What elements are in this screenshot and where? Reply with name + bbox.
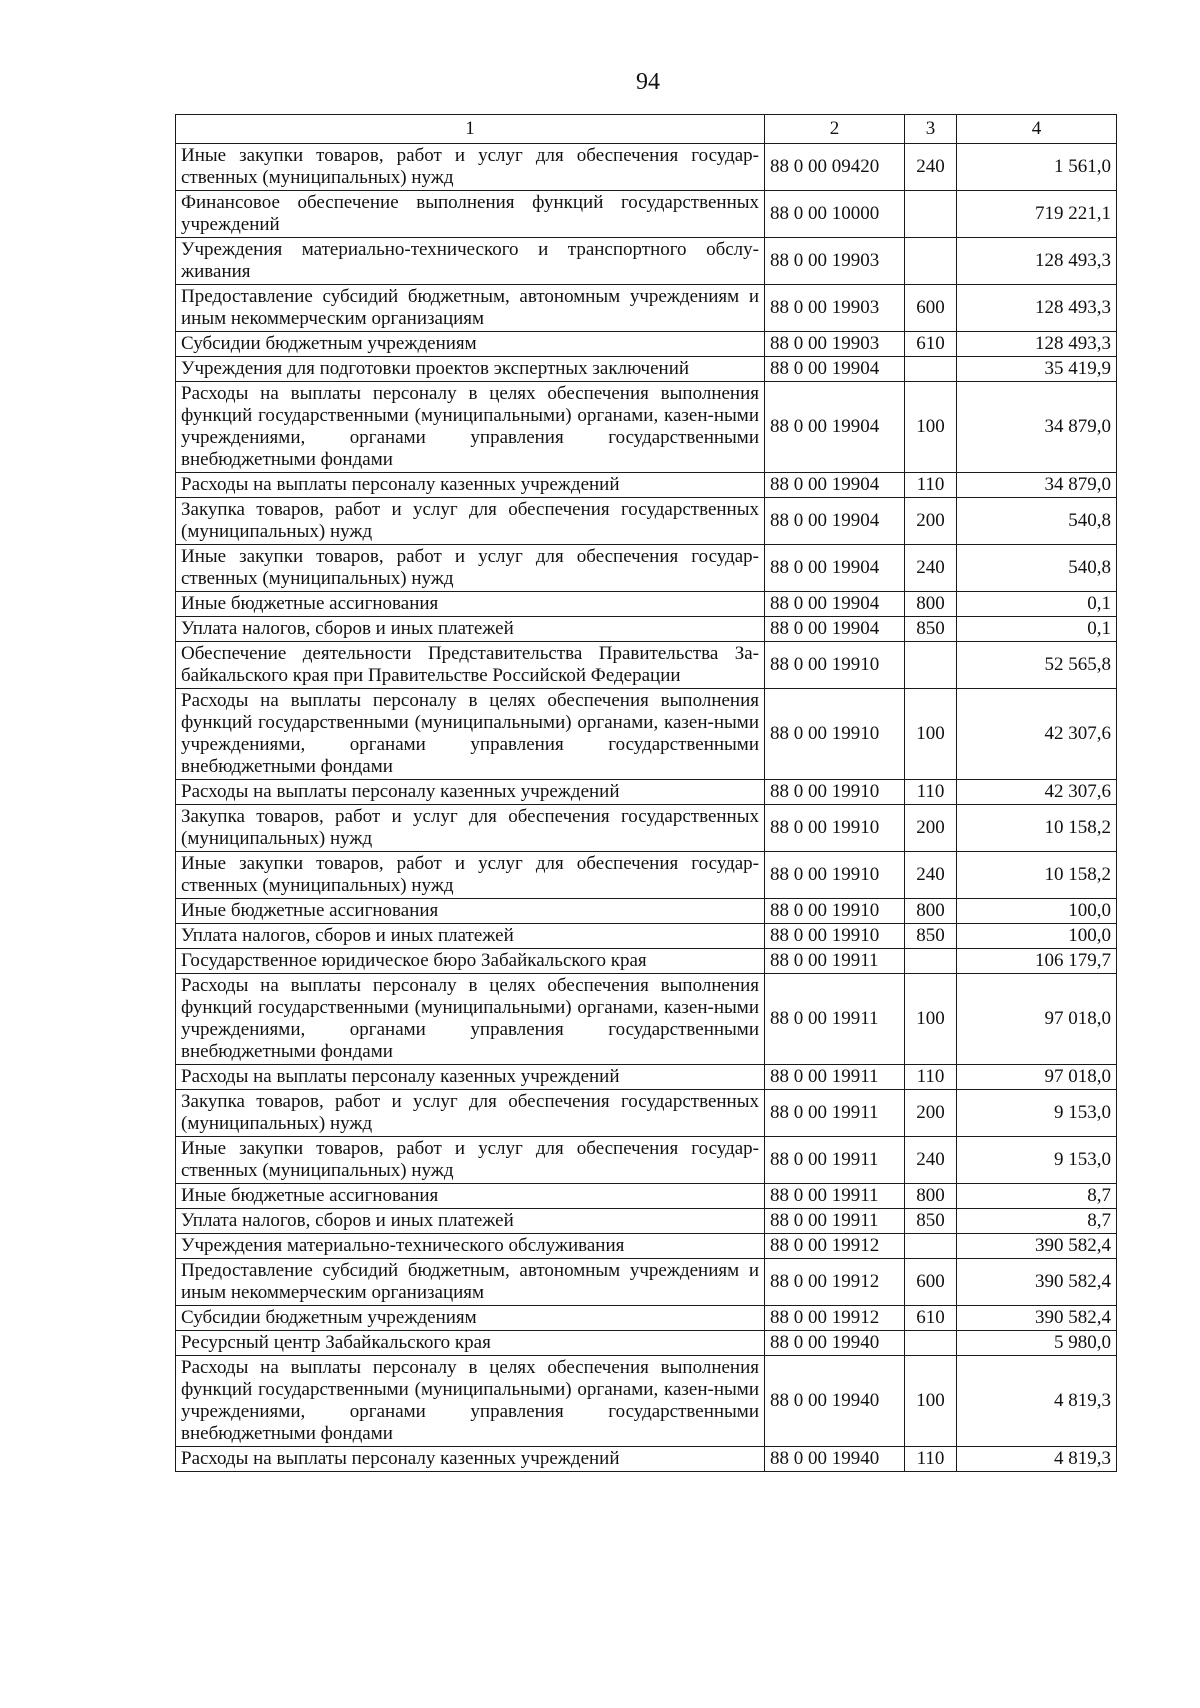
row-name-cell: Расходы на выплаты персоналу в целях обеспечения выполнения функций государственными (муниципальными) органами, казен-ными учреждениями, органами управления государственными внебюджетными фондами — [176, 974, 765, 1065]
row-sum-cell: 52 565,8 — [957, 642, 1117, 689]
row-name-cell: Уплата налогов, сборов и иных платежей — [176, 617, 765, 642]
row-name-cell: Иные закупки товаров, работ и услуг для обеспечения государ-ственных (муниципальных) нужд — [176, 545, 765, 592]
row-kvr-cell: 610 — [905, 1306, 957, 1331]
row-kvr-cell — [905, 642, 957, 689]
row-name-cell: Учреждения материально-технического обслуживания — [176, 1234, 765, 1259]
row-sum-cell: 42 307,6 — [957, 689, 1117, 780]
row-sum-cell: 4 819,3 — [957, 1447, 1117, 1472]
row-name-cell: Уплата налогов, сборов и иных платежей — [176, 1209, 765, 1234]
row-code-cell: 88 0 00 19904 — [765, 357, 905, 382]
row-sum-cell: 34 879,0 — [957, 382, 1117, 473]
row-kvr-cell: 100 — [905, 974, 957, 1065]
row-kvr-cell: 850 — [905, 1209, 957, 1234]
row-kvr-cell: 110 — [905, 473, 957, 498]
row-sum-cell: 128 493,3 — [957, 332, 1117, 357]
table-row — [176, 949, 1117, 974]
row-sum-cell: 540,8 — [957, 545, 1117, 592]
row-name-cell: Расходы на выплаты персоналу казенных учреждений — [176, 473, 765, 498]
row-code-cell: 88 0 00 19911 — [765, 1065, 905, 1090]
row-code-cell: 88 0 00 19903 — [765, 332, 905, 357]
row-kvr-cell: 100 — [905, 382, 957, 473]
row-code-cell: 88 0 00 19904 — [765, 617, 905, 642]
row-code-cell: 88 0 00 19904 — [765, 545, 905, 592]
row-code-cell: 88 0 00 19910 — [765, 924, 905, 949]
budget-table — [175, 114, 1117, 1472]
table-row — [176, 1137, 1117, 1184]
row-name-cell: Иные бюджетные ассигнования — [176, 592, 765, 617]
table-row — [176, 1209, 1117, 1234]
row-name-cell: Расходы на выплаты персоналу в целях обеспечения выполнения функций государственными (муниципальными) органами, казен-ными учреждениями, органами управления государственными внебюджетными фондами — [176, 1356, 765, 1447]
row-code-cell: 88 0 00 19910 — [765, 852, 905, 899]
row-name-cell: Иные закупки товаров, работ и услуг для обеспечения государ-ственных (муниципальных) нужд — [176, 852, 765, 899]
table-row — [176, 1184, 1117, 1209]
row-sum-cell: 9 153,0 — [957, 1137, 1117, 1184]
row-code-cell: 88 0 00 09420 — [765, 144, 905, 191]
row-name-cell: Ресурсный центр Забайкальского края — [176, 1331, 765, 1356]
row-kvr-cell: 600 — [905, 285, 957, 332]
row-sum-cell: 8,7 — [957, 1209, 1117, 1234]
row-code-cell: 88 0 00 19910 — [765, 642, 905, 689]
row-code-cell: 88 0 00 19903 — [765, 285, 905, 332]
table-row — [176, 382, 1117, 473]
row-name-cell: Уплата налогов, сборов и иных платежей — [176, 924, 765, 949]
row-code-cell: 88 0 00 19912 — [765, 1259, 905, 1306]
table-row — [176, 1306, 1117, 1331]
table-row — [176, 1356, 1117, 1447]
row-sum-cell: 390 582,4 — [957, 1234, 1117, 1259]
row-code-cell: 88 0 00 19912 — [765, 1234, 905, 1259]
row-name-cell: Учреждения для подготовки проектов экспертных заключений — [176, 357, 765, 382]
table-row — [176, 191, 1117, 238]
row-code-cell: 88 0 00 19911 — [765, 1209, 905, 1234]
row-name-cell: Финансовое обеспечение выполнения функций государственных учреждений — [176, 191, 765, 238]
row-kvr-cell: 240 — [905, 1137, 957, 1184]
table-row — [176, 924, 1117, 949]
row-code-cell: 88 0 00 19910 — [765, 805, 905, 852]
row-name-cell: Расходы на выплаты персоналу в целях обеспечения выполнения функций государственными (муниципальными) органами, казен-ными учреждениями, органами управления государственными внебюджетными фондами — [176, 382, 765, 473]
row-sum-cell: 10 158,2 — [957, 805, 1117, 852]
table-row — [176, 545, 1117, 592]
row-code-cell: 88 0 00 19904 — [765, 382, 905, 473]
row-kvr-cell — [905, 191, 957, 238]
row-sum-cell: 34 879,0 — [957, 473, 1117, 498]
row-sum-cell: 1 561,0 — [957, 144, 1117, 191]
row-sum-cell: 100,0 — [957, 924, 1117, 949]
row-kvr-cell: 200 — [905, 805, 957, 852]
row-sum-cell: 4 819,3 — [957, 1356, 1117, 1447]
row-name-cell: Расходы на выплаты персоналу казенных учреждений — [176, 1447, 765, 1472]
row-name-cell: Закупка товаров, работ и услуг для обеспечения государственных (муниципальных) нужд — [176, 805, 765, 852]
header-col-1: 1 — [176, 115, 765, 144]
page-number: 94 — [636, 69, 660, 95]
row-code-cell: 88 0 00 19940 — [765, 1331, 905, 1356]
row-sum-cell: 0,1 — [957, 592, 1117, 617]
row-sum-cell: 540,8 — [957, 498, 1117, 545]
row-code-cell: 88 0 00 19903 — [765, 238, 905, 285]
table-row — [176, 238, 1117, 285]
row-kvr-cell: 100 — [905, 689, 957, 780]
row-kvr-cell: 240 — [905, 852, 957, 899]
row-kvr-cell: 800 — [905, 1184, 957, 1209]
row-code-cell: 88 0 00 19910 — [765, 899, 905, 924]
row-code-cell: 88 0 00 19910 — [765, 689, 905, 780]
row-kvr-cell: 110 — [905, 1065, 957, 1090]
row-name-cell: Иные бюджетные ассигнования — [176, 1184, 765, 1209]
row-kvr-cell — [905, 1331, 957, 1356]
header-col-2: 2 — [765, 115, 905, 144]
row-sum-cell: 128 493,3 — [957, 285, 1117, 332]
table-row — [176, 1331, 1117, 1356]
row-sum-cell: 97 018,0 — [957, 1065, 1117, 1090]
row-kvr-cell: 100 — [905, 1356, 957, 1447]
table-row — [176, 498, 1117, 545]
row-sum-cell: 9 153,0 — [957, 1090, 1117, 1137]
table-row — [176, 617, 1117, 642]
row-code-cell: 88 0 00 19910 — [765, 780, 905, 805]
table-row — [176, 899, 1117, 924]
row-sum-cell: 100,0 — [957, 899, 1117, 924]
row-name-cell: Субсидии бюджетным учреждениям — [176, 1306, 765, 1331]
row-sum-cell: 5 980,0 — [957, 1331, 1117, 1356]
table-row — [176, 1234, 1117, 1259]
row-code-cell: 88 0 00 10000 — [765, 191, 905, 238]
table-row — [176, 689, 1117, 780]
row-sum-cell: 128 493,3 — [957, 238, 1117, 285]
table-row — [176, 285, 1117, 332]
table-header-row — [176, 115, 1117, 144]
table-row — [176, 780, 1117, 805]
row-code-cell: 88 0 00 19912 — [765, 1306, 905, 1331]
header-col-3: 3 — [905, 115, 957, 144]
row-name-cell: Субсидии бюджетным учреждениям — [176, 332, 765, 357]
table-row — [176, 805, 1117, 852]
table-row — [176, 332, 1117, 357]
table-body — [176, 144, 1117, 1472]
row-name-cell: Расходы на выплаты персоналу казенных учреждений — [176, 1065, 765, 1090]
row-kvr-cell: 110 — [905, 780, 957, 805]
row-name-cell: Учреждения материально-технического и транспортного обслу-живания — [176, 238, 765, 285]
row-code-cell: 88 0 00 19911 — [765, 1184, 905, 1209]
row-code-cell: 88 0 00 19940 — [765, 1356, 905, 1447]
row-name-cell: Расходы на выплаты персоналу казенных учреждений — [176, 780, 765, 805]
row-code-cell: 88 0 00 19911 — [765, 1090, 905, 1137]
row-sum-cell: 719 221,1 — [957, 191, 1117, 238]
row-kvr-cell: 240 — [905, 144, 957, 191]
row-kvr-cell — [905, 357, 957, 382]
row-kvr-cell: 610 — [905, 332, 957, 357]
row-kvr-cell: 800 — [905, 899, 957, 924]
row-kvr-cell — [905, 949, 957, 974]
row-sum-cell: 42 307,6 — [957, 780, 1117, 805]
row-kvr-cell — [905, 1234, 957, 1259]
row-kvr-cell: 240 — [905, 545, 957, 592]
row-name-cell: Государственное юридическое бюро Забайкальского края — [176, 949, 765, 974]
row-kvr-cell: 800 — [905, 592, 957, 617]
row-name-cell: Закупка товаров, работ и услуг для обеспечения государственных (муниципальных) нужд — [176, 1090, 765, 1137]
row-code-cell: 88 0 00 19904 — [765, 473, 905, 498]
table-row — [176, 357, 1117, 382]
row-kvr-cell: 850 — [905, 617, 957, 642]
row-code-cell: 88 0 00 19904 — [765, 498, 905, 545]
header-col-4: 4 — [957, 115, 1117, 144]
row-sum-cell: 8,7 — [957, 1184, 1117, 1209]
row-name-cell: Иные закупки товаров, работ и услуг для обеспечения государ-ственных (муниципальных) нужд — [176, 1137, 765, 1184]
row-name-cell: Предоставление субсидий бюджетным, автономным учреждениям и иным некоммерческим организациям — [176, 1259, 765, 1306]
row-sum-cell: 0,1 — [957, 617, 1117, 642]
row-kvr-cell: 110 — [905, 1447, 957, 1472]
row-kvr-cell — [905, 238, 957, 285]
row-name-cell: Закупка товаров, работ и услуг для обеспечения государственных (муниципальных) нужд — [176, 498, 765, 545]
row-name-cell: Иные бюджетные ассигнования — [176, 899, 765, 924]
row-sum-cell: 390 582,4 — [957, 1259, 1117, 1306]
table-row — [176, 592, 1117, 617]
row-kvr-cell: 850 — [905, 924, 957, 949]
row-code-cell: 88 0 00 19911 — [765, 1137, 905, 1184]
table-row — [176, 473, 1117, 498]
row-name-cell: Расходы на выплаты персоналу в целях обеспечения выполнения функций государственными (муниципальными) органами, казен-ными учреждениями, органами управления государственными внебюджетными фондами — [176, 689, 765, 780]
row-kvr-cell: 200 — [905, 1090, 957, 1137]
row-kvr-cell: 200 — [905, 498, 957, 545]
row-sum-cell: 106 179,7 — [957, 949, 1117, 974]
row-kvr-cell: 600 — [905, 1259, 957, 1306]
row-name-cell: Иные закупки товаров, работ и услуг для обеспечения государ-ственных (муниципальных) нужд — [176, 144, 765, 191]
row-code-cell: 88 0 00 19940 — [765, 1447, 905, 1472]
row-code-cell: 88 0 00 19911 — [765, 949, 905, 974]
row-name-cell: Предоставление субсидий бюджетным, автономным учреждениям и иным некоммерческим организациям — [176, 285, 765, 332]
table-row — [176, 1090, 1117, 1137]
table-row — [176, 852, 1117, 899]
table-row — [176, 642, 1117, 689]
table-row — [176, 144, 1117, 191]
row-sum-cell: 97 018,0 — [957, 974, 1117, 1065]
table-row — [176, 974, 1117, 1065]
row-code-cell: 88 0 00 19904 — [765, 592, 905, 617]
table-row — [176, 1065, 1117, 1090]
table-row — [176, 1447, 1117, 1472]
table-row — [176, 1259, 1117, 1306]
row-code-cell: 88 0 00 19911 — [765, 974, 905, 1065]
row-sum-cell: 390 582,4 — [957, 1306, 1117, 1331]
row-name-cell: Обеспечение деятельности Представительства Правительства За-байкальского края при Правительстве Российской Федерации — [176, 642, 765, 689]
row-sum-cell: 10 158,2 — [957, 852, 1117, 899]
row-sum-cell: 35 419,9 — [957, 357, 1117, 382]
